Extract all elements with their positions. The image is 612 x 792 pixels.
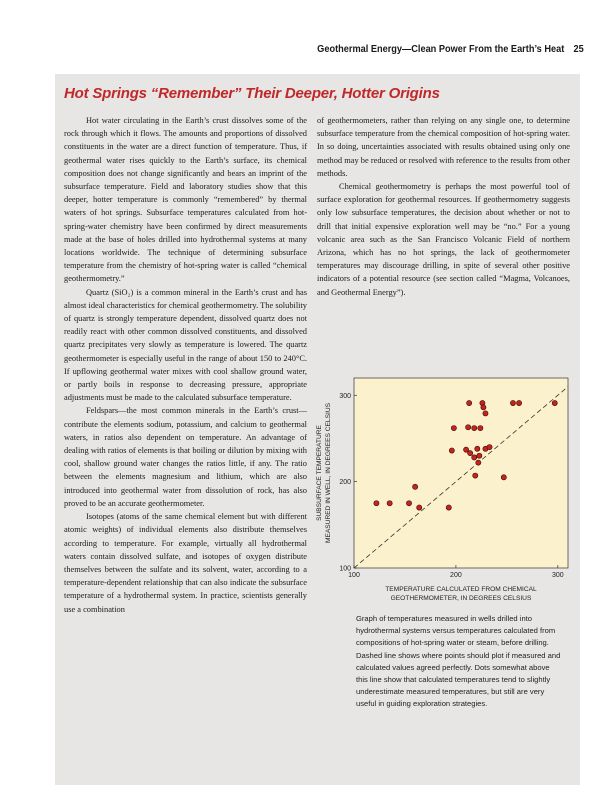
running-head <box>317 44 584 55</box>
left-column <box>64 114 307 616</box>
data-point <box>516 400 521 405</box>
sidebar-title: Hot Springs “Remember” Their Deeper, Hotter Origins <box>64 85 440 102</box>
data-point <box>449 448 454 453</box>
data-point <box>487 444 492 449</box>
scatter-plot <box>310 376 572 610</box>
data-point <box>387 501 392 506</box>
data-point <box>510 400 515 405</box>
data-point <box>552 400 557 405</box>
data-point <box>477 453 482 458</box>
data-point <box>483 411 488 416</box>
data-point <box>473 473 478 478</box>
running-title: Geothermal Energy—Clean Power From the Earth’s Heat <box>317 44 565 55</box>
paragraph: Isotopes (atoms of the same chemical element but with different atomic weights) of individual elements also distribute themselves according to temperature. For example, virtually all hydrothermal waters contain dissolved sulfate, and isotopes of oxygen distribute themselves between the sulfate and its solvent, water, according to a temperature-dependent relationship that can also indicate the subsurface temperature of a hydrothermal system. In practice, scientists generally use a combination <box>64 512 307 614</box>
y-tick-label: 300 <box>339 392 351 400</box>
x-axis-label: GEOTHERMOMETER, IN DEGREES CELSIUS <box>390 595 532 602</box>
chart <box>310 376 572 610</box>
data-point <box>467 400 472 405</box>
data-point <box>478 425 483 430</box>
x-axis-label: TEMPERATURE CALCULATED FROM CHEMICAL <box>385 586 537 593</box>
x-tick-label: 300 <box>551 572 564 579</box>
data-point <box>417 505 422 510</box>
data-point <box>475 446 480 451</box>
data-point <box>406 501 411 506</box>
y-tick-label: 100 <box>339 565 351 573</box>
data-point <box>476 460 481 465</box>
data-point <box>466 425 471 430</box>
page-number: 25 <box>573 44 584 55</box>
y-axis-label: MEASURED IN WELL, IN DEGREES CELSIUS <box>325 403 332 543</box>
data-point <box>451 425 456 430</box>
x-tick-label: 100 <box>348 572 360 579</box>
data-point <box>472 455 477 460</box>
data-point <box>472 425 477 430</box>
plot-area <box>354 378 568 568</box>
data-point <box>501 475 506 480</box>
data-point <box>413 484 418 489</box>
right-column <box>317 114 570 299</box>
figure-caption: Graph of temperatures measured in wells drilled into hydrothermal systems versus temperatures calculated from compositions of hot-spring water or steam, before drilling. Dashed line shows where points should plot if measured and calculated values agreed perfectly. Dots somewhat above this line show that calculated temperatures tend to slightly underestimate measured temperatures, but still are very useful in guiding exploration strategies. <box>356 614 561 709</box>
paragraph: Chemical geothermometry is perhaps the most powerful tool of surface exploration for geothermal resources. If geothermometry suggests only low subsurface temperatures, the decision about whether or not to drill that initial expensive exploration well may be “no.” For a young volcanic area such as the San Francisco Volcanic Field of northern Arizona, which has no hot springs, the lack of geothermometer temperatures may discourage drilling, in spite of several other positive indicators of a potential resource (see section called “Magma, Volcanoes, and Geothermal Energy”). <box>317 182 570 297</box>
y-axis-label: SUBSURFACE TEMPERATURE <box>316 425 323 521</box>
data-point <box>468 451 473 456</box>
paragraph: Hot water circulating in the Earth’s crust dissolves some of the rock through which it flows. The amounts and proportions of dissolved constituents in the water are a direct function of temperature. Thus, if geothermal water rises quickly to the Earth’s surface, its chemical composition does not change significantly and bears an imprint of the subsurface temperature. Field and laboratory studies show that this deeper, hotter temperature is commonly “remembered” by thermal waters of hot springs. Subsurface temperatures calculated from hot-spring-water chemistry have been confirmed by direct measurements made at the base of holes drilled into hydrothermal systems at many locations worldwide. The technique of determining subsurface temperature from the chemistry of hot-spring water is called “chemical geothermometry.” <box>64 116 307 284</box>
data-point <box>374 501 379 506</box>
x-tick-label: 200 <box>450 572 462 579</box>
y-tick-label: 200 <box>339 479 351 487</box>
paragraph: Quartz (SiO₂) is a common mineral in the Earth’s crust and has almost ideal characteristics for chemical geothermometry. The solubility of quartz is strongly temperature dependent, dissolved quartz does not readily react with other common dissolved constituents, and dissolved quartz precipitates very slowly as temperature is lowered. The quartz geothermometer is especially useful in the range of about 150 to 240°C. If upflowing geothermal water mixes with cool shallow ground water, or partly boils in response to decreasing pressure, appropriate adjustments must be made to the calculated subsurface temperature. <box>64 287 307 403</box>
data-point <box>446 505 451 510</box>
paragraph: of geothermometers, rather than relying on any single one, to determine subsurface temperature from the chemical composition of hot-spring water. In so doing, uncertainties associated with results obtained using only one method may be reduced or resolved with reference to the results from other methods. <box>317 116 570 178</box>
paragraph: Feldspars—the most common minerals in the Earth’s crust—contribute the elements sodium, potassium, and calcium to geothermal waters, in ratios also dependent on temperature. An advantage of dealing with ratios of elements is that boiling or dilution by mixing with cool, shallow ground water changes the ratios little, if any. The ratio between the elements magnesium and lithium, which are also introduced into geothermal water from dissolution of rock, has also proved to be an accurate geothermometer. <box>64 406 307 508</box>
data-point <box>481 405 486 410</box>
